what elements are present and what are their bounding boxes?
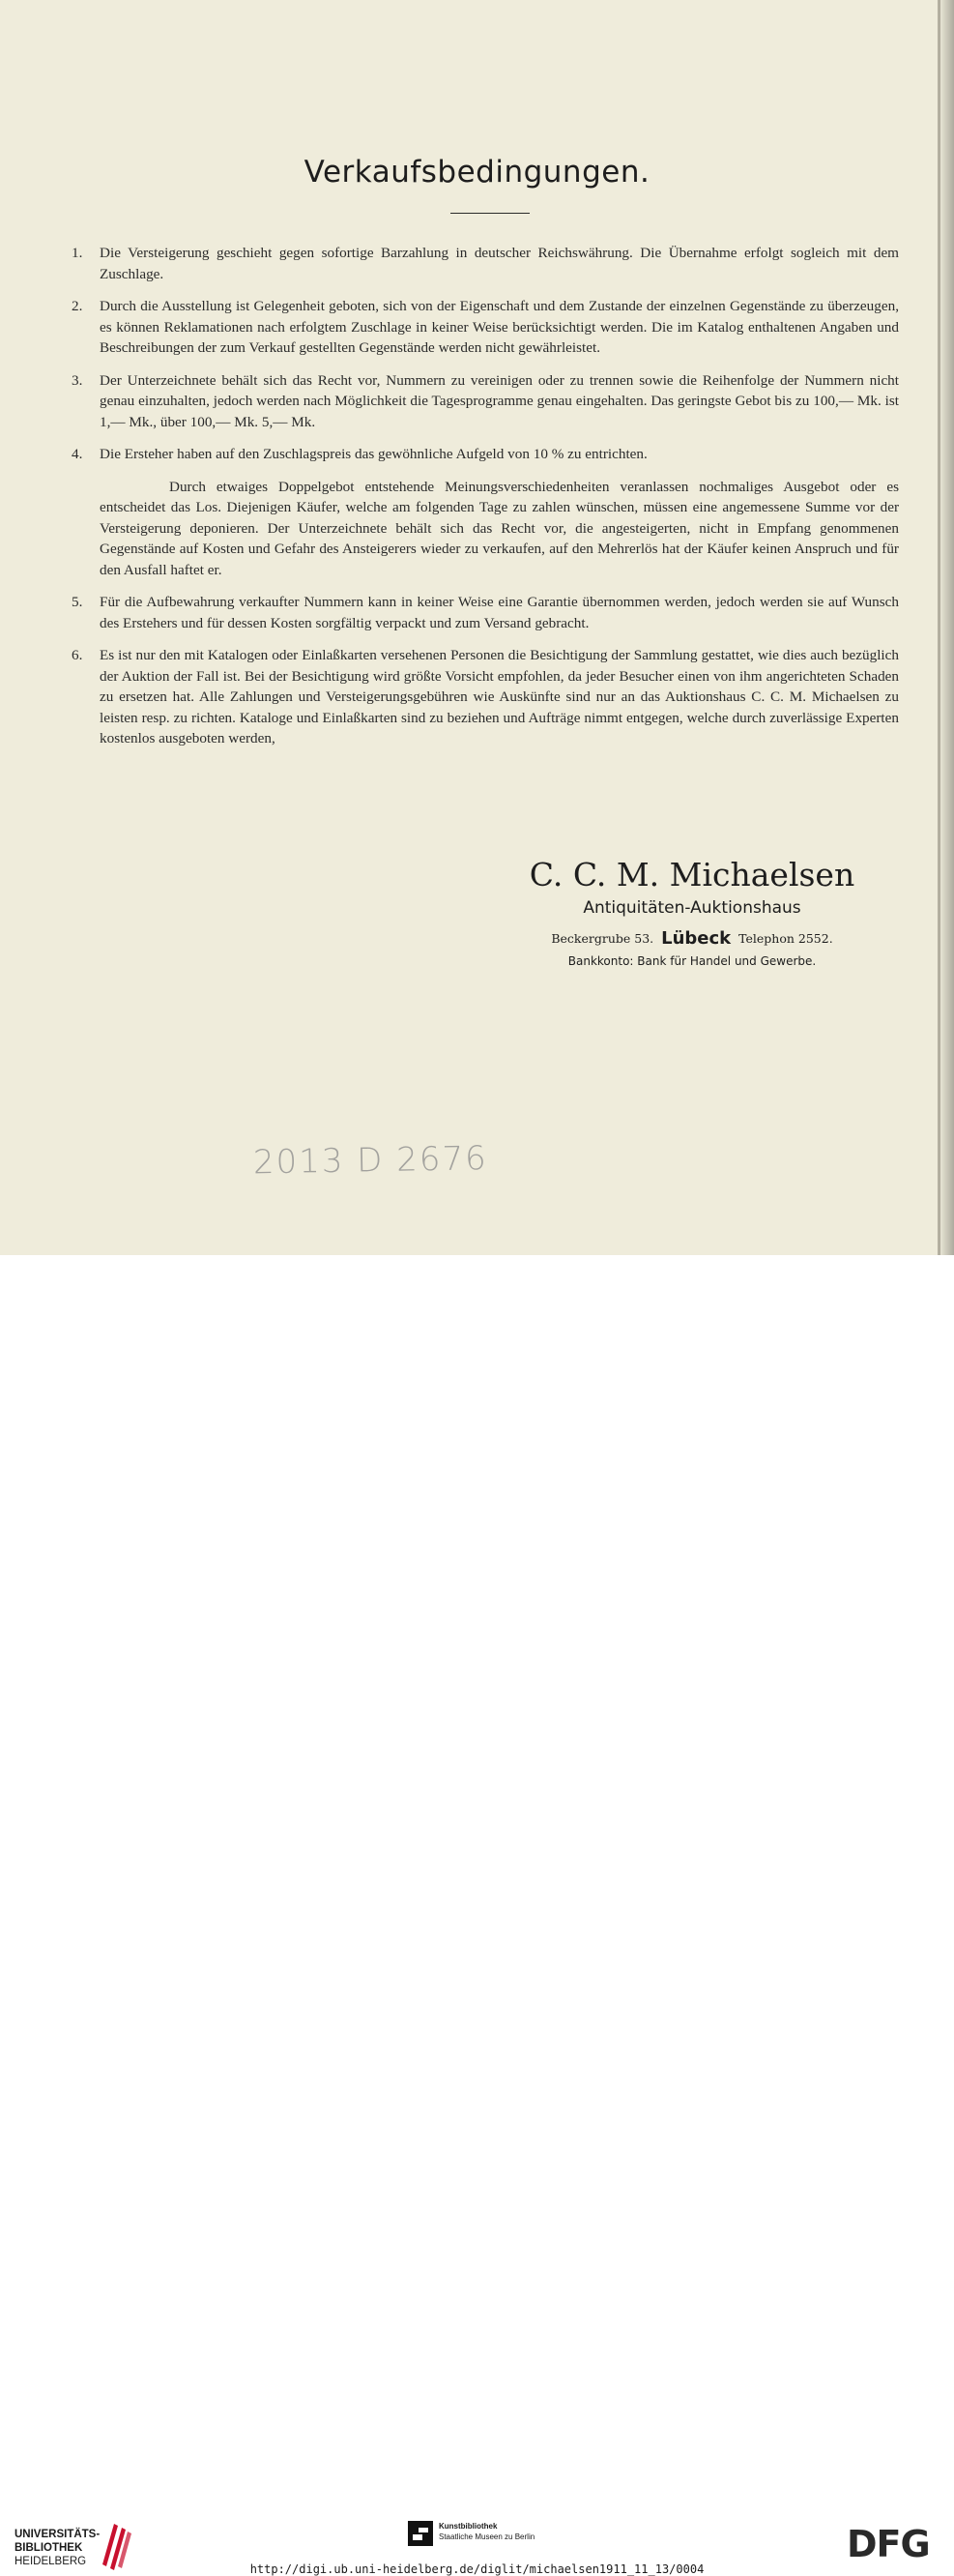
library-line-1: UNIVERSITÄTS-: [14, 2529, 101, 2540]
condition-item: [72, 296, 899, 359]
library-line-2: BIBLIOTHEK: [14, 2542, 83, 2554]
condition-item: [72, 645, 899, 749]
condition-number: 1.: [72, 245, 83, 261]
permalink-url[interactable]: http://digi.ub.uni-heidelberg.de/diglit/michaelsen1911_11_13/0004: [249, 2562, 705, 2576]
condition-text: Es ist nur den mit Katalogen oder Einlaßkarten versehenen Personen die Besichtigung der Sammlung gestattet, wie dies auch bezüglich der Auktion der Fall ist. Bei der Besichtigung wird größte Vorsicht empfohlen, da jeder Besucher einen von ihm angerichteten Schaden zu ersetzen hat. Alle Zahlungen und Versteigerungsgebühren wie Auskünfte sind nur an das Auktionshaus C. C. M. Michaelsen zu leisten resp. zu richten. Kataloge und Einlaßkarten sind zu beziehen und Aufträge nimmt entgegen, welche durch zuverlässige Experten kostenlos ausgeboten werden,: [100, 647, 899, 746]
condition-item: [72, 243, 899, 284]
signature-street: Beckergrube 53.: [551, 931, 654, 946]
condition-number: 5.: [72, 594, 83, 610]
condition-text: Die Versteigerung geschieht gegen sofortige Barzahlung in deutscher Reichswährung. Die Übernahme erfolgt sogleich mit dem Zuschlage.: [100, 245, 899, 282]
signature-phone: Telephon 2552.: [738, 931, 833, 946]
condition-text: Der Unterzeichnete behält sich das Recht vor, Nummern zu vereinigen oder zu trennen sowie die Reihenfolge der Nummern nicht genau einzuhalten, jedoch werden nach Möglichkeit die Tagesprogramme genau eingehalten. Das geringste Gebot bis zu 100,— Mk. ist 1,— Mk., über 100,— Mk. 5,— Mk.: [100, 371, 899, 430]
condition-text: Die Ersteher haben auf den Zuschlagspreis das gewöhnliche Aufgeld von 10 % zu entrichten.: [100, 446, 648, 462]
condition-number: 3.: [72, 371, 83, 389]
condition-number: 6.: [72, 647, 83, 663]
page-title: Verkaufsbedingungen.: [304, 155, 650, 190]
signature-address: [489, 928, 895, 949]
conditions-body: [72, 243, 899, 761]
condition-number: 2.: [72, 298, 83, 314]
condition-item: [72, 592, 899, 633]
signature-bank: Bankkonto: Bank für Handel und Gewerbe.: [567, 954, 817, 968]
condition-number: 4.: [72, 446, 83, 462]
pencil-shelfmark: 2013 D 2676: [252, 1139, 489, 1183]
condition-text: Durch die Ausstellung ist Gelegenheit geboten, sich von der Eigenschaft und dem Zustande der einzelnen Gegenstände zu überzeugen, es können Reklamationen nach erfolgtem Zuschlage in keiner Weise berücksichtigt werden. Die im Katalog enthaltenen Angaben und Beschreibungen der zum Verkauf gestellten Gegenstände werden nicht gewährleistet.: [100, 298, 899, 356]
title-rule: [450, 213, 530, 214]
condition-text: Für die Aufbewahrung verkaufter Nummern kann in keiner Weise eine Garantie übernommen werden, jedoch werden sie auf Wunsch des Erstehers und für dessen Kosten sorgfältig verpackt und zum Versand gebracht.: [100, 594, 899, 631]
kunstbibliothek-logo-icon: [408, 2521, 433, 2546]
dfg-logo[interactable]: DFG: [847, 2523, 930, 2565]
scanned-page: [0, 0, 954, 1255]
signature-name: C. C. M. Michaelsen: [529, 856, 855, 893]
kb-line-2: Staatliche Museen zu Berlin: [439, 2532, 535, 2541]
library-line-3: HEIDELBERG: [14, 2556, 87, 2567]
kunstbibliothek-text[interactable]: [439, 2521, 535, 2542]
condition-item: [72, 444, 899, 465]
signature-city: Lübeck: [661, 928, 732, 949]
footer-bar: [0, 1255, 954, 2576]
kb-line-1: Kunstbibliothek: [439, 2522, 498, 2531]
condition-item: [72, 370, 899, 433]
condition-paragraph: Durch etwaiges Doppelgebot entstehende Meinungsverschiedenheiten veranlassen nochmaliges Ausgebot oder es entscheidet das Los. Diejenigen Käufer, welche am folgenden Tage zu zahlen wünschen, müssen eine angemessene Summe vor der Versteigerung deponieren. Der Unterzeichnete behält sich das Recht vor, die angesteigerten, nicht in Empfang genommenen Gegenstände auf Kosten und Gefahr des Ansteigerers wieder zu verkaufen, auf den Mehrerlös hat der Käufer keinen Anspruch und für den Ausfall haftet er.: [100, 478, 899, 578]
signature-subtitle: Antiquitäten-Auktionshaus: [583, 898, 801, 918]
